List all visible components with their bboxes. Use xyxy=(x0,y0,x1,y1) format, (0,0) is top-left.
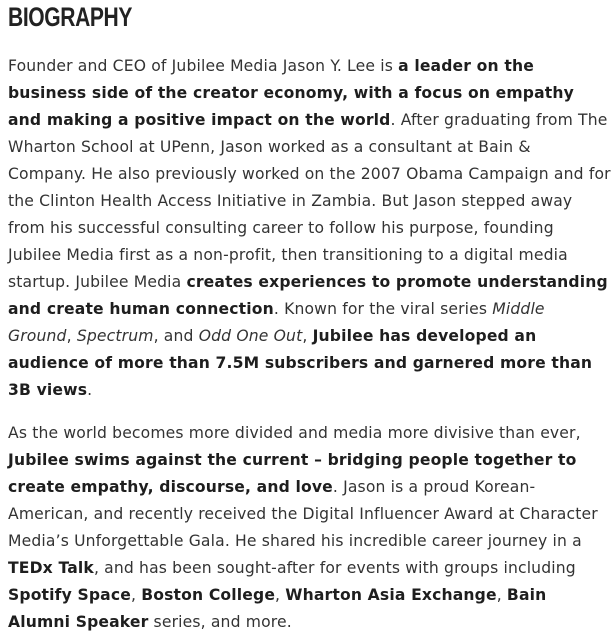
bold-text: creates experiences to promote understanding and create human connection xyxy=(8,273,608,318)
text-run: , xyxy=(66,327,77,345)
text-run: Founder and CEO of Jubilee Media Jason Y. Lee is xyxy=(8,57,399,75)
text-run: , xyxy=(275,586,286,604)
text-run: , and xyxy=(153,327,199,345)
text-run: series, and more. xyxy=(148,613,292,631)
bold-text: a leader on the business side of the creator economy, with a focus on empathy and making a positive impact on the world xyxy=(8,57,574,129)
text-run: , xyxy=(302,327,313,345)
series-title: Odd One Out xyxy=(198,327,303,345)
text-run: As the world becomes more divided and media more divisive than ever, xyxy=(8,424,581,442)
biography-paragraph-1 xyxy=(8,53,612,404)
text-run: . Jason is a proud Korean-American, and recently received the Digital Influencer Award at Character Media’s Unforgettable Gala. He shared his incredible career journey in a xyxy=(8,478,598,550)
text-run: , xyxy=(496,586,507,604)
bold-text: Jubilee swims against the current – bridging people together to create empathy, discourse, and love xyxy=(8,451,577,496)
series-title: Spectrum xyxy=(76,327,154,345)
biography-paragraph-2 xyxy=(8,420,612,636)
bold-text: Bain Alumni Speaker xyxy=(8,586,547,631)
bold-text: Jubilee has developed an audience of more than 7.5M subscribers and garnered more than 3B views xyxy=(8,327,593,399)
section-heading: BIOGRAPHY xyxy=(8,2,133,32)
bold-text: Wharton Asia Exchange xyxy=(285,586,497,604)
text-run: . xyxy=(87,381,93,399)
text-run: , and has been sought-after for events with groups including xyxy=(93,559,576,577)
bold-text: Spotify Space xyxy=(8,586,131,604)
bold-text: Boston College xyxy=(141,586,276,604)
bold-text: TEDx Talk xyxy=(8,559,94,577)
series-title: Middle Ground xyxy=(8,300,545,345)
text-run: . Known for the viral series xyxy=(273,300,493,318)
text-run: , xyxy=(130,586,142,604)
text-run: . After graduating from The Wharton School at UPenn, Jason worked as a consultant at Bain & Company. He also previously worked on the 2007 Obama Campaign and for the Clinton Health Access Initiative in Zambia. But Jason stepped away from his successful consulting career to follow his purpose, founding Jubilee Media first as a non-profit, then transitioning to a digital media startup. Jubilee Media xyxy=(8,111,611,291)
